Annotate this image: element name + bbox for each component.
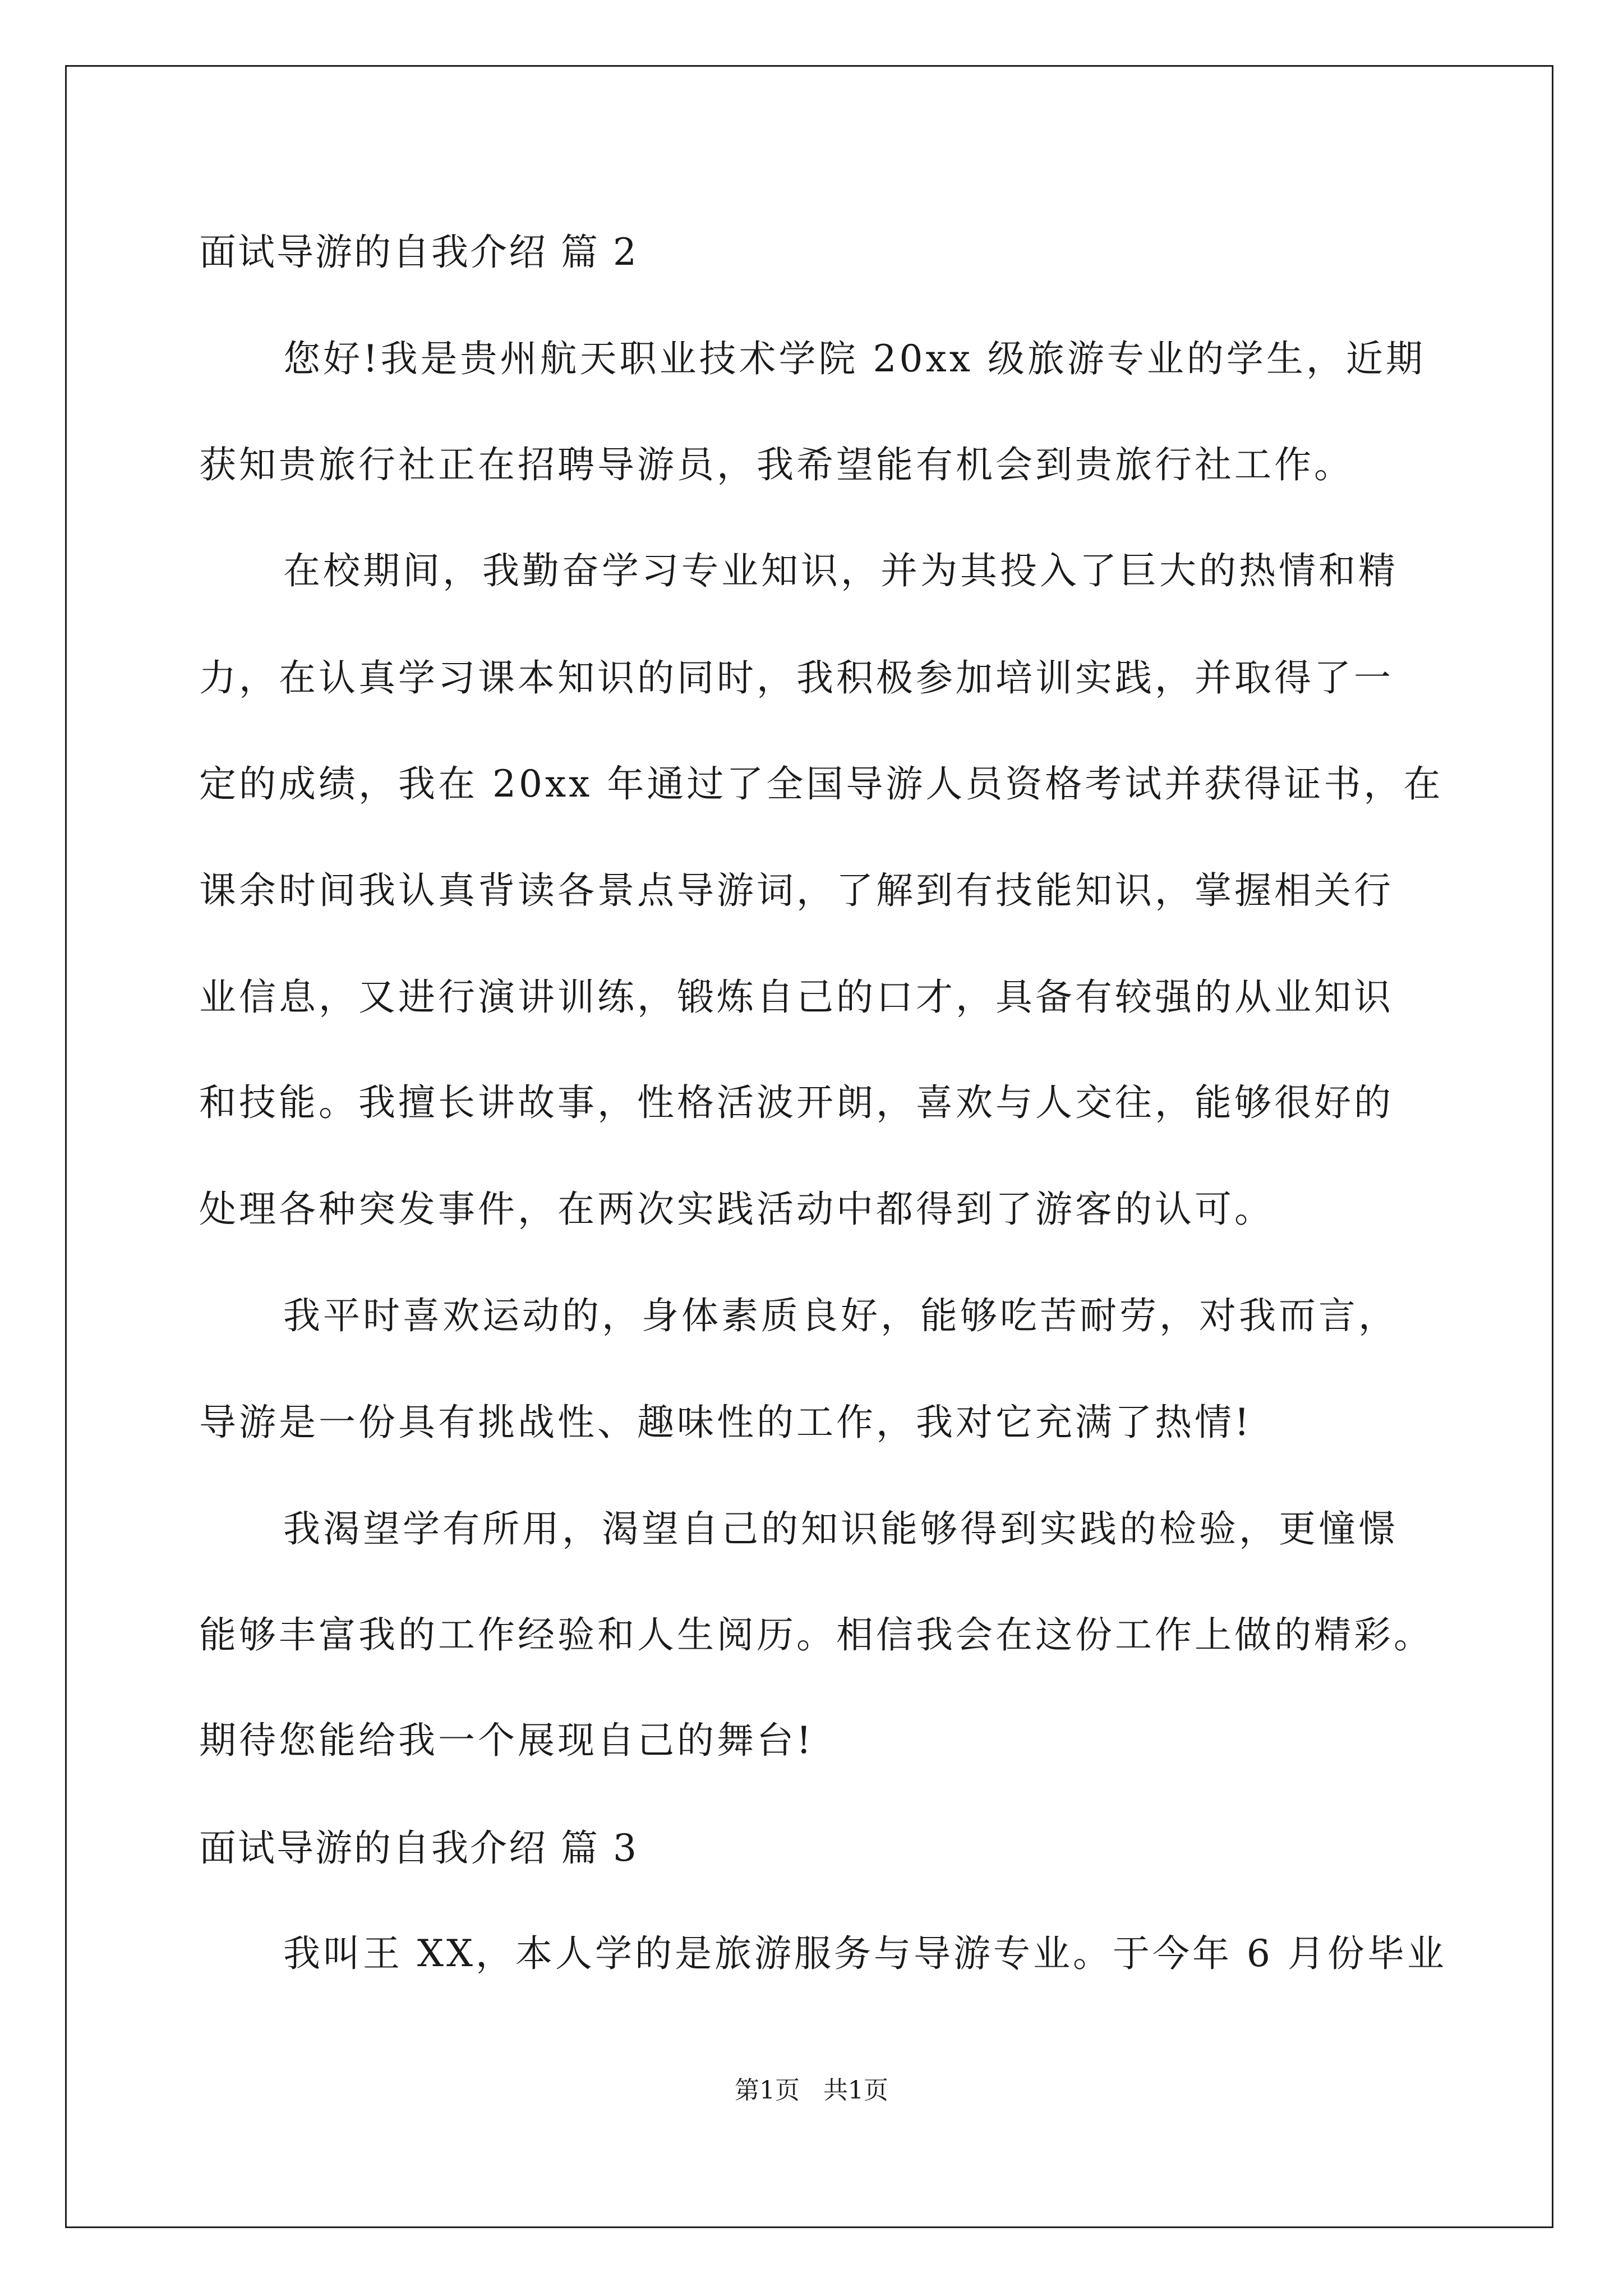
section-heading-3: 面试导游的自我介绍 篇 3 [199, 1826, 638, 1870]
paragraph-line: 导游是一份具有挑战性、趣味性的工作，我对它充满了热情! [199, 1401, 1252, 1444]
paragraph-line: 和技能。我擅长讲故事，性格活波开朗，喜欢与人交往，能够很好的 [199, 1081, 1394, 1124]
paragraph-line: 定的成绩，我在 20xx 年通过了全国导游人员资格考试并获得证书，在 [199, 762, 1444, 806]
paragraph-line: 业信息，又进行演讲训练，锻炼自己的口才，具备有较强的从业知识 [199, 976, 1394, 1019]
page-footer: 第1页 共1页 [735, 2076, 888, 2105]
paragraph-line: 我叫王 XX，本人学的是旅游服务与导游专业。于今年 6 月份毕业 [283, 1932, 1447, 1975]
paragraph-line: 能够丰富我的工作经验和人生阅历。相信我会在这份工作上做的精彩。 [199, 1613, 1433, 1657]
page-border [65, 65, 1553, 2228]
paragraph-line: 在校期间，我勤奋学习专业知识，并为其投入了巨大的热情和精 [283, 549, 1398, 592]
section-heading-2: 面试导游的自我介绍 篇 2 [199, 231, 638, 274]
paragraph-line: 获知贵旅行社正在招聘导游员，我希望能有机会到贵旅行社工作。 [199, 443, 1354, 486]
paragraph-line: 期待您能给我一个展现自己的舞台! [199, 1719, 814, 1762]
paragraph-line: 课余时间我认真背读各景点导游词，了解到有技能知识，掌握相关行 [199, 869, 1394, 912]
paragraph-line: 我平时喜欢运动的，身体素质良好，能够吃苦耐劳，对我而言， [283, 1294, 1398, 1337]
paragraph-line: 处理各种突发事件，在两次实践活动中都得到了游客的认可。 [199, 1188, 1274, 1231]
paragraph-line: 力，在认真学习课本知识的同时，我积极参加培训实践，并取得了一 [199, 656, 1394, 700]
paragraph-line: 您好!我是贵州航天职业技术学院 20xx 级旅游专业的学生，近期 [283, 337, 1426, 380]
paragraph-line: 我渴望学有所用，渴望自己的知识能够得到实践的检验，更憧憬 [283, 1507, 1398, 1550]
